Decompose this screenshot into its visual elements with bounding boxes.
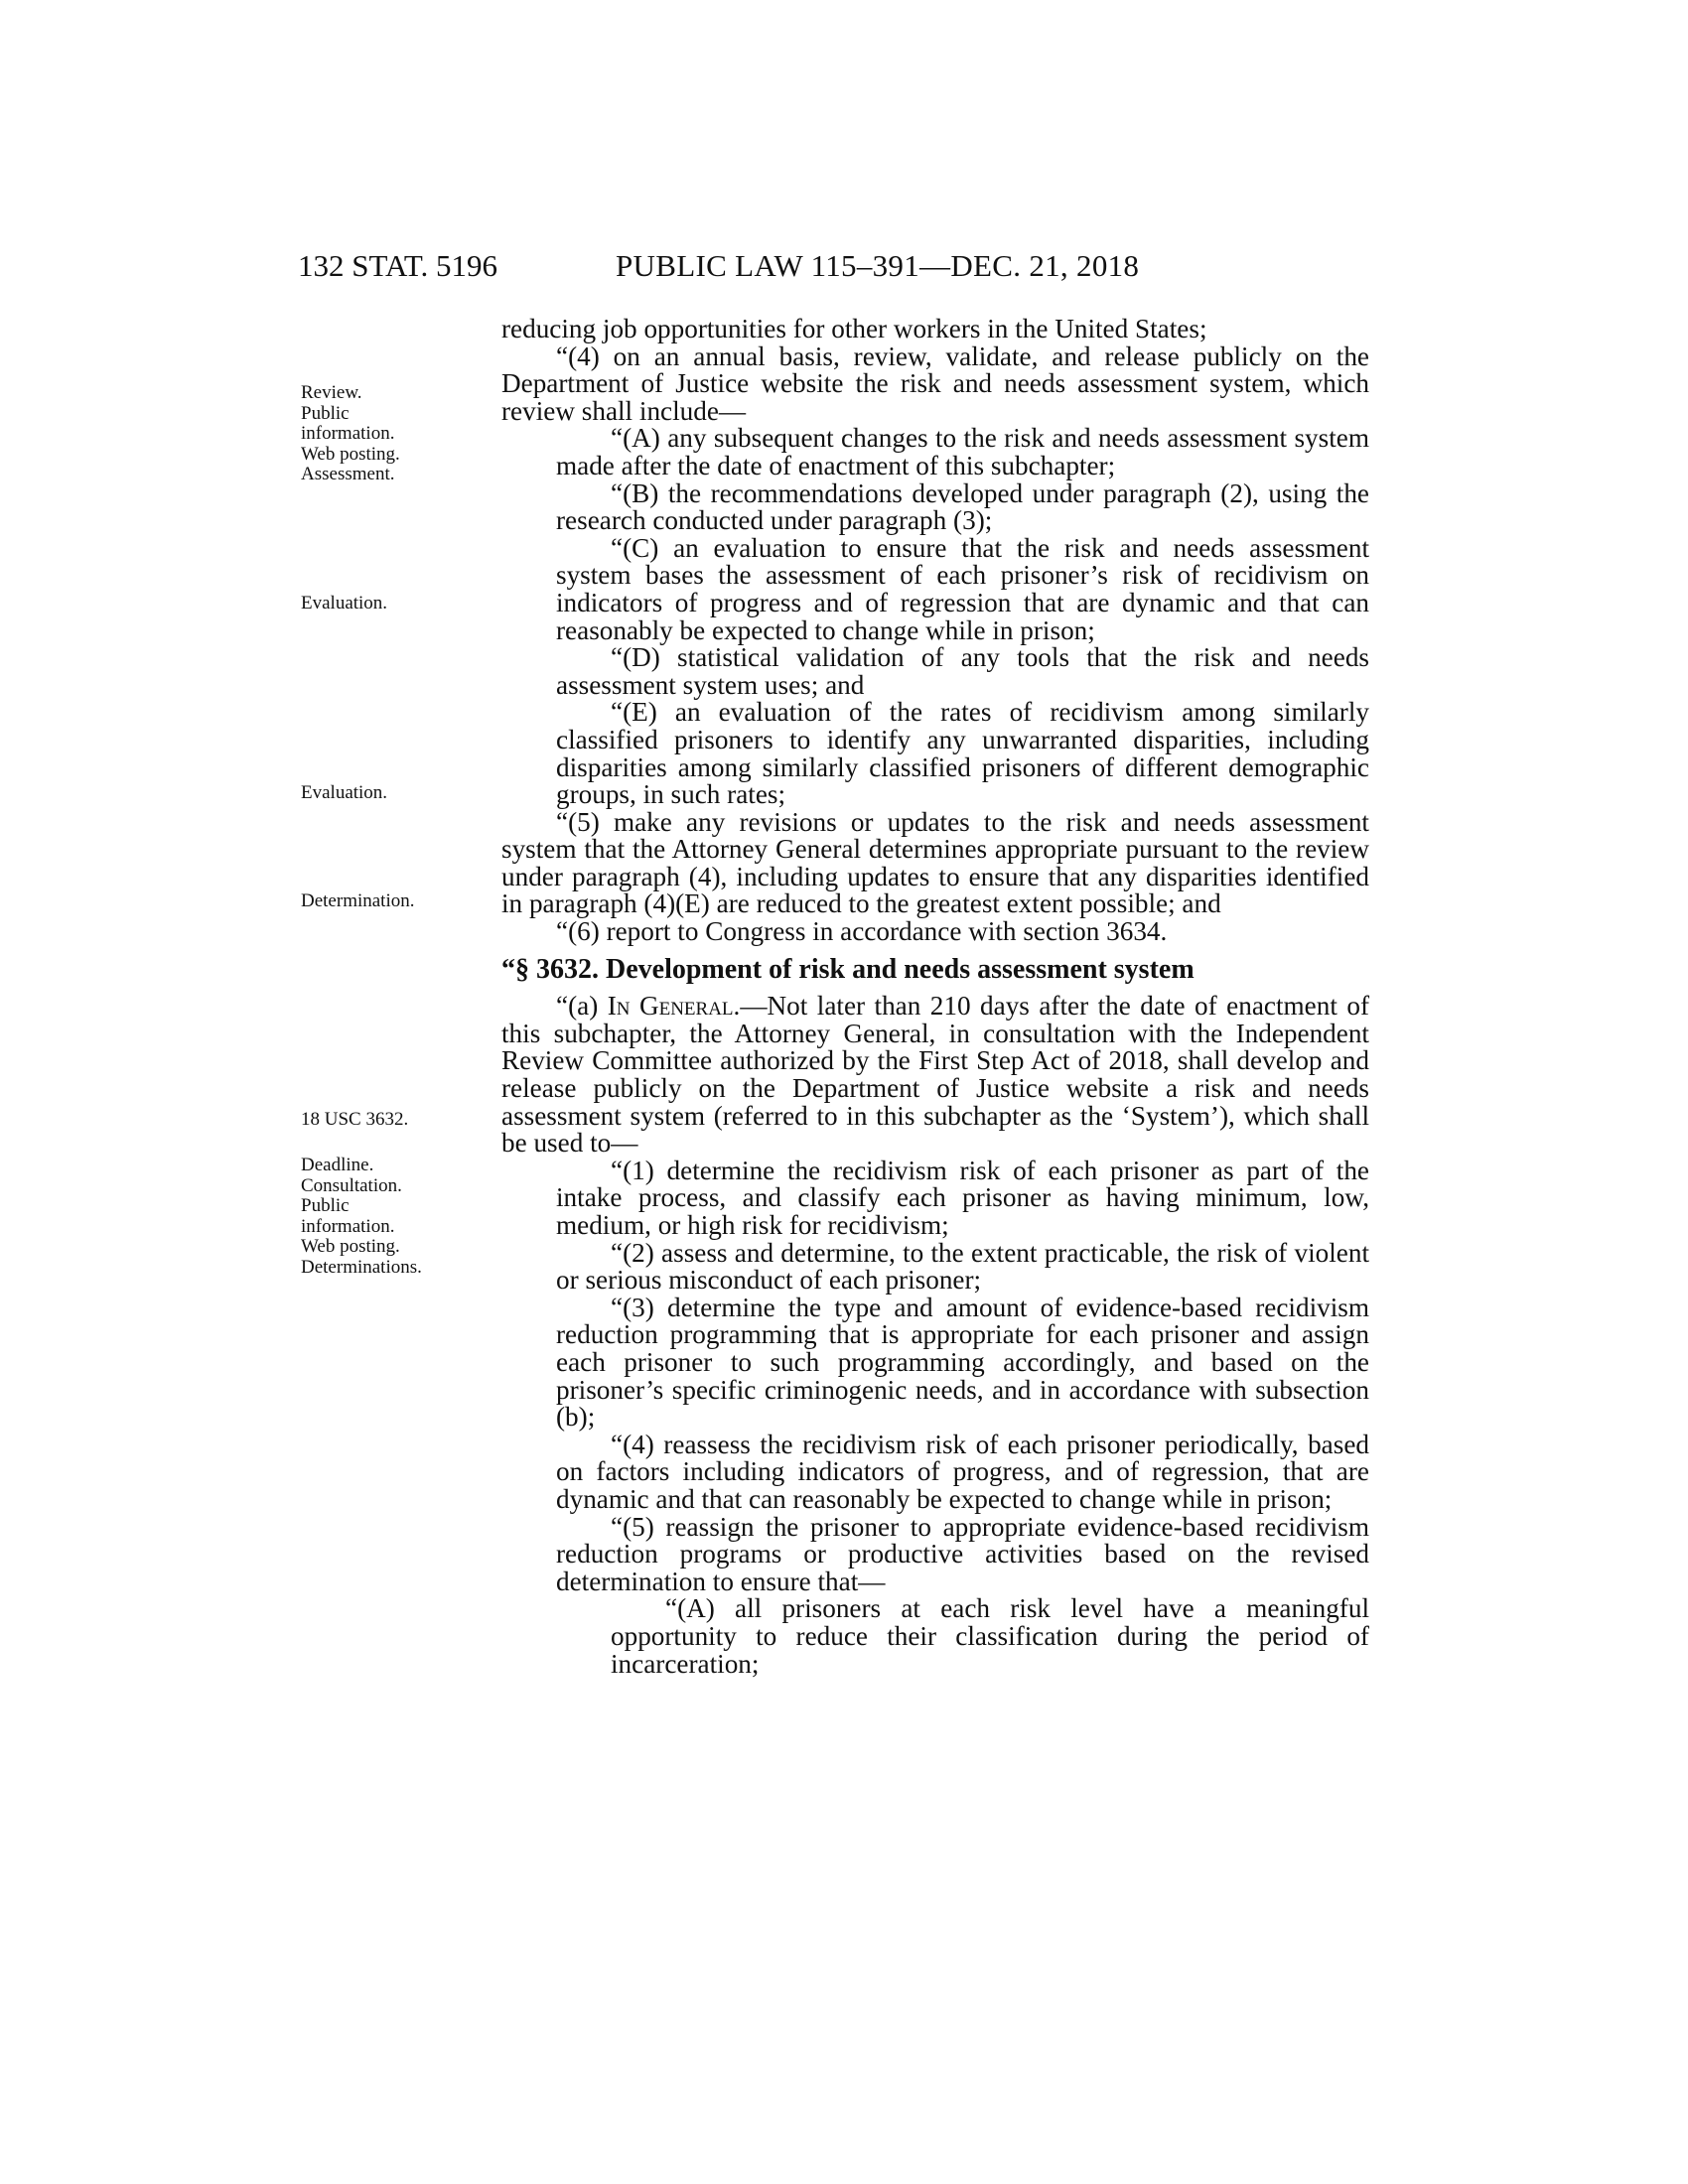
margin-note-review: Review. Public information. Web posting. Assessment. [301, 382, 400, 484]
subsection-a-subparagraph-a: “(A) all prisoners at each risk level have a meaningful opportunity to reduce their classification during the period of incarceration; [611, 1593, 1369, 1679]
subsection-a-paragraph-4: “(4) reassess the recidivism risk of each prisoner periodically, based on factors including indicators of progress, and of regression, that are dynamic and that can reasonably be expected to change while in prison; [556, 1429, 1369, 1514]
subparagraph-d: “(D) statistical validation of any tools that the risk and needs assessment system uses; and [556, 642, 1369, 700]
subsection-a: “(a) In General.—Not later than 210 days after the date of enactment of this subchapter, the Attorney General, in consultation with the Independent Review Committee authorized by the First Step Act of 2018, shall develop and release publicly on the Department of Justice website a risk and needs assessment system (referred to in this subchapter as the ‘System’), which shall be used to— [501, 991, 1369, 1159]
subsection-a-label: In General [607, 991, 734, 1022]
subparagraph-b: “(B) the recommendations developed under paragraph (2), using the research conducted under paragraph (3); [556, 478, 1369, 536]
subparagraph-c: “(C) an evaluation to ensure that the risk and needs assessment system bases the assessment of each prisoner’s risk of recidivism on indicators of progress and of regression that are dynamic and that can reasonably be expected to change while in prison; [556, 532, 1369, 645]
margin-note-usc-citation: 18 USC 3632. [301, 1109, 409, 1130]
margin-note-evaluation: Evaluation. [301, 782, 388, 803]
statute-page-reference: 132 STAT. 5196 [298, 248, 498, 283]
subparagraph-e: “(E) an evaluation of the rates of recidivism among similarly classified prisoners to identify any unwarranted disparities, including disparities among similarly classified prisoners of different demographic groups, in such rates; [556, 697, 1369, 810]
subparagraph-a: “(A) any subsequent changes to the risk and needs assessment system made after the date of enactment of this subchapter; [556, 423, 1369, 480]
page-header [0, 248, 1688, 288]
margin-note-evaluation: Evaluation. [301, 593, 388, 614]
statute-body [501, 316, 1369, 1678]
subsection-a-paragraph-3: “(3) determine the type and amount of evidence-based recidivism reduction programming that is appropriate for each prisoner and assign each prisoner to such programming accordingly, and based on the prisoner’s specific criminogenic needs, and in accordance with subsection (b); [556, 1292, 1369, 1433]
paragraph: reducing job opportunities for other workers in the United States; [501, 314, 1207, 343]
public-law-title: PUBLIC LAW 115–391—DEC. 21, 2018 [616, 248, 1140, 283]
paragraph-4: “(4) on an annual basis, review, validate, and release publicly on the Department of Justice website the risk and needs assessment system, which review shall include— [501, 341, 1369, 426]
subsection-a-paragraph-1: “(1) determine the recidivism risk of each prisoner as part of the intake process, and classify each prisoner as having minimum, low, medium, or high risk for recidivism; [556, 1155, 1369, 1240]
paragraph-5: “(5) make any revisions or updates to the risk and needs assessment system that the Attorney General determines appropriate pursuant to the review under paragraph (4), including updates to ensure that any disparities identified in paragraph (4)(E) are reduced to the greatest extent possible; and [501, 806, 1369, 919]
section-heading: “§ 3632. Development of risk and needs assessment system [501, 953, 1195, 985]
margin-note-determination: Determination. [301, 890, 415, 911]
margin-note-deadline: Deadline. Consultation. Public information. Web posting. Determinations. [301, 1155, 422, 1278]
subsection-a-paragraph-2: “(2) assess and determine, to the extent practicable, the risk of violent or serious misconduct of each prisoner; [556, 1237, 1369, 1296]
subsection-a-paragraph-5: “(5) reassign the prisoner to appropriate evidence-based recidivism reduction programs or productive activities based on the revised determination to ensure that— [556, 1511, 1369, 1596]
paragraph-6: “(6) report to Congress in accordance with section 3634. [556, 916, 1168, 947]
